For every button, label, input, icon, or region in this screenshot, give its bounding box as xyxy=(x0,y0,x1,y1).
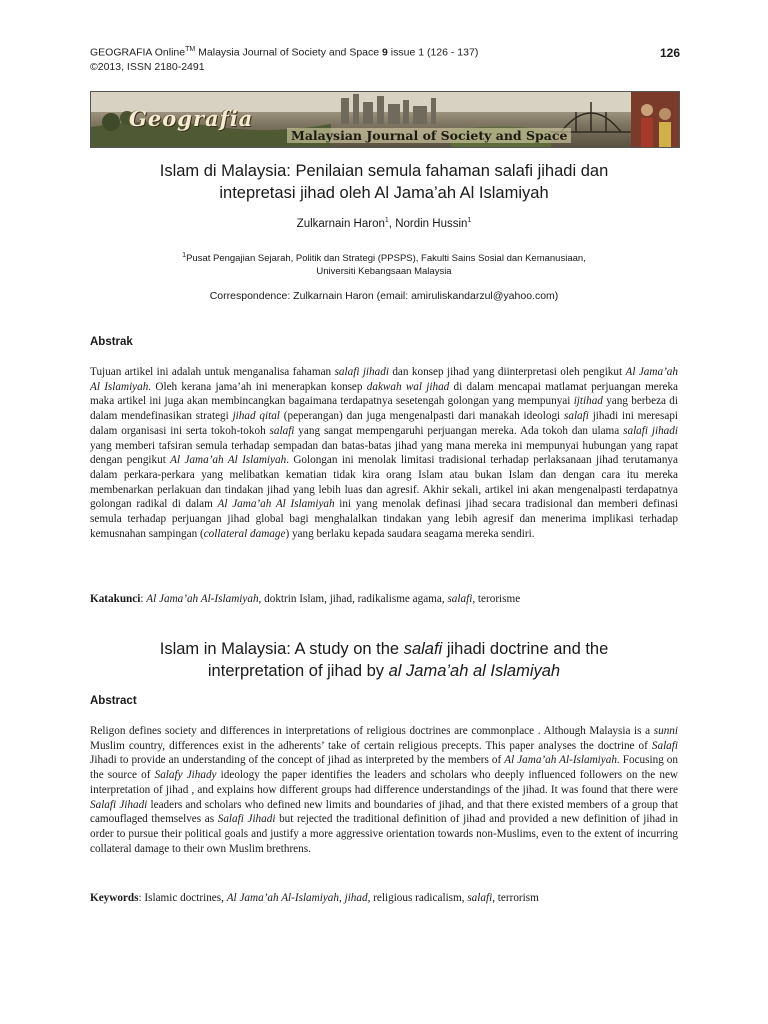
english-title-text: jihadi doctrine and the xyxy=(442,640,609,658)
italic-run: Salafi Jihadi xyxy=(217,813,276,826)
trademark-mark: TM xyxy=(185,46,196,53)
text-run: yang memberi tafsiran semula terhadap sempadan dan batas-batas jihad yang mana mereka ini mempunyai hubungan yang rapat dengan pengikut xyxy=(90,439,678,467)
banner-subtitle: Malaysian Journal of Society and Space xyxy=(287,128,571,143)
text-run: , terrorism xyxy=(492,892,539,904)
text-run: yang berbeza di dalam mendefinasikan strategi xyxy=(90,395,678,423)
italic-run: salafi xyxy=(269,424,295,437)
english-title-italic: al Jama’ah al Islamiyah xyxy=(388,662,561,680)
italic-run: sunni xyxy=(653,725,678,737)
text-run: dan konsep jihad yang diinterpretasi oleh pengikut xyxy=(388,366,626,378)
text-run: ini yang menolak definasi jihad secara tradisional dan memberi definasi semula terhadap perjuangan jihad global bagi menghalalkan tindakan yang lebih agresif dan menerima implikasi terhadap kemusnahan sampingan ( xyxy=(90,498,678,540)
author-name: Zulkarnain Haron xyxy=(296,217,385,230)
author-name: Nordin Hussin xyxy=(395,217,468,230)
text-run: Jihadi to provide an understanding of the concept of jihad as interpreted by the members of xyxy=(90,754,505,767)
text-run: (peperangan) dan juga mengenalpasti dari manakah ideologi xyxy=(279,410,564,423)
text-run: Focusing on the source of xyxy=(90,754,678,782)
italic-run: Al Jama’ah Al Islamiyah xyxy=(170,454,287,467)
journal-citation-line xyxy=(90,43,478,60)
english-title-line-1 xyxy=(90,638,678,660)
text-run: but rejected the traditional definition of jihad and provided a new definition of jihad in order to pursue their political goals and justify a more aggressive orientation towards non-Muslims, even to the extent of incurring collateral damage to their own Muslim brethrens. xyxy=(90,813,678,855)
abstrak-body xyxy=(90,365,678,541)
affiliation xyxy=(90,249,678,278)
italic-run: collateral damage xyxy=(203,527,286,540)
text-run: , terorisme xyxy=(472,593,521,605)
italic-run: salafi xyxy=(564,410,589,423)
text-run: Tujuan artikel ini adalah untuk menganalisa fahaman xyxy=(90,366,335,378)
malay-title-line-1: Islam di Malaysia: Penilaian semula fahaman salafi jihadi dan xyxy=(159,162,609,180)
journal-issue: issue 1 (126 - 137) xyxy=(387,46,479,59)
journal-prefix: GEOGRAFIA Online xyxy=(90,46,186,59)
text-run: , religious radicalism, xyxy=(367,892,468,904)
banner-logo: Geografia xyxy=(129,106,254,131)
italic-run: salafi jihadi xyxy=(334,366,389,378)
italic-run: ijtihad xyxy=(573,395,603,408)
malay-title-line-2: intepretasi jihad oleh Al Jama’ah Al Islamiyah xyxy=(219,184,549,202)
affiliation-text: Pusat Pengajian Sejarah, Politik dan Strategi (PPSPS), Fakulti Sains Sosial dan Kemanusiaan, xyxy=(186,253,586,265)
authors xyxy=(90,217,678,230)
italic-run: Salafi Jihadi xyxy=(90,798,148,811)
italic-run: salafi jihadi xyxy=(623,424,678,437)
text-run: jihadi ini meresapi dalam organisasi ini serta tokoh-tokoh xyxy=(90,410,679,437)
italic-run: dakwah wal jihad xyxy=(366,380,450,393)
english-title xyxy=(90,638,678,682)
keywords-label: Keywords xyxy=(90,892,139,904)
author-affiliation-mark: 1 xyxy=(467,217,472,224)
text-run: , xyxy=(339,892,345,904)
text-run: , doktrin Islam, jihad, radikalisme agama, xyxy=(258,593,448,605)
italic-run: Al Jama’ah Al-Islamiyah. xyxy=(504,754,620,767)
english-title-text: interpretation of jihad by xyxy=(207,662,389,680)
affiliation-line-2: Universiti Kebangsaan Malaysia xyxy=(316,266,452,278)
italic-run: Al Jama’ah Al-Islamiyah xyxy=(146,593,259,605)
abstrak-heading: Abstrak xyxy=(90,336,133,348)
abstract-body xyxy=(90,724,678,856)
author-affiliation-mark: 1 xyxy=(384,217,389,224)
italic-run: Salafi xyxy=(651,739,678,752)
english-title-italic: salafi xyxy=(403,640,443,658)
italic-run: Al Jama’ah Al Islamiyah xyxy=(217,498,335,511)
journal-volume: 9 xyxy=(382,46,388,59)
text-run: Muslim country, differences exist in the adherents’ take of certain religious precepts. This paper analyses the doctrine of xyxy=(90,739,652,752)
katakunci xyxy=(90,592,678,607)
katakunci-label: Katakunci xyxy=(90,593,141,605)
text-run: . Golongan ini menolak limitasi tradisional terhadap perlaksanaan jihad terutamanya dalam perkara-perkara yang melibatkan kematian tidak kira orang Islam atau bukan Islam dan dengan cara itu mereka membenarkan perlakuan dan tindakan jihad yang lebih luas dan agresif. Akhir sekali, artikel ini akan mengenalpasti terdapatnya golongan radikal di dalam xyxy=(90,454,678,511)
journal-banner xyxy=(90,91,680,148)
copyright-line: ©2013, ISSN 2180-2491 xyxy=(90,60,205,73)
affiliation-mark: 1 xyxy=(182,252,187,259)
english-title-text: Islam in Malaysia: A study on the xyxy=(159,640,404,658)
italic-run: Al Jama’ah Al Islamiyah. xyxy=(90,366,678,393)
english-title-line-2 xyxy=(90,660,678,682)
journal-name: Malaysia Journal of Society and Space xyxy=(195,46,383,59)
text-run: yang sangat mempengaruhi perjuangan mereka. Ada tokoh dan ulama xyxy=(294,424,624,437)
italic-run: salafi xyxy=(467,892,493,904)
text-run: : xyxy=(140,593,147,605)
text-run: ) yang berlaku kepada saudara seagama mereka sendiri. xyxy=(285,527,535,540)
text-run: ideology the paper identifies the leaders and scholars who deeply influenced followers on the new interpretation of jihad , and explains how different groups had difference understandings of the jihad. It was found that there were xyxy=(90,769,679,796)
malay-title xyxy=(90,160,678,204)
page-number: 126 xyxy=(659,46,680,60)
italic-run: jihad qital xyxy=(232,410,280,423)
italic-run: jihad xyxy=(344,892,368,904)
keywords-values xyxy=(138,892,538,904)
italic-run: Al Jama’ah Al-Islamiyah xyxy=(226,892,339,904)
italic-run: Salafy Jihady xyxy=(154,769,217,782)
affiliation-line-1 xyxy=(90,249,678,265)
text-run: di dalam mencapai matlamat perjuangan mereka maka artikel ini juga akan membincangkan bagaimana terdapatnya sesetengah golongan yang mempunyai xyxy=(90,380,678,408)
keywords xyxy=(90,891,678,906)
journal-header xyxy=(90,43,478,74)
text-run: Religon defines society and differences in interpretations of religious doctrines are commonplace . Although Malaysia is a xyxy=(90,725,654,737)
italic-run: salafi xyxy=(447,593,473,605)
abstract-heading: Abstract xyxy=(90,695,137,707)
correspondence: Correspondence: Zulkarnain Haron (email: amiruliskandarzul@yahoo.com) xyxy=(209,290,559,302)
text-run: leaders and scholars who defined new limits and boundaries of jihad, and that there existed members of a group that camouflaged themselves as xyxy=(90,798,678,826)
katakunci-values xyxy=(140,593,520,605)
text-run: : Islamic doctrines, xyxy=(138,892,227,904)
text-run: Oleh kerana jama’ah ini menerapkan konsep xyxy=(151,380,367,393)
author-separator: , xyxy=(388,217,396,230)
